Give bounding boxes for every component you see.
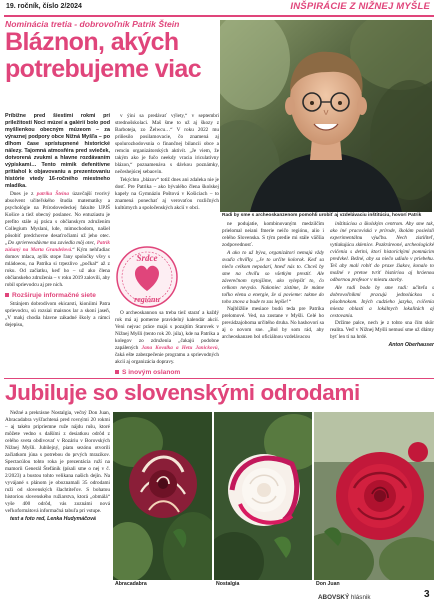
caption-nostalgia: Nostalgia <box>216 581 240 587</box>
author-signature: Anton Oberhauser <box>388 341 434 348</box>
caption-don-juan: Don Juan <box>316 581 340 587</box>
article-paragraph: Najbližšie mesiace budú teda pre Patrika prelomové. Ved, na zostane v Myšli. Celé ho prevádzajoboma určitého druha. No hashovorí sa aj o novom sne. „Bol by som rád, aby archeoskanzen bol oficiálnou vzdelávacou <box>222 306 324 340</box>
article-paragraph: Nežné a prekrásne Nostalgia, večný Don Juan, Abracadabra vyšľachtená pred rovnými 20 rokmi – aj takéto pripriemne ruže nájdu rušu, ktoré môžete vedno s dalšími z desiatkou odrôd z celého sveta obdivovať v Rozáriu v Borovských Nižnej Myšli. Jubilejný, piatu sezónu otvorili začiatkom júna s potrebou do prvých mrazikov. Spectacúlou tohto roka je prezentácia ruží na mamorii Generál Štefánik (písali sme o nej v č. 2/2023) a bustou tohto velikana našich dejín. Na vyvájané s plánom je oboznamali 35 odrodami ruži od slovenských šlachtiteľov. S bohatou historiou slovenského ružiarstva, ktorá „obmálá“ vyše 400 odrôd, vás zoznámi nová veľkoformátová informačná tabuľa pri vstupe. <box>5 410 110 514</box>
article-column-2-bottom <box>115 310 219 376</box>
publication-name: ABOVSKÝ hlásnik <box>318 594 371 601</box>
article-column-1 <box>5 113 110 375</box>
article-column-4 <box>330 221 434 376</box>
portrait-caption: Radi by sme s archeoskanzenom pomohli urobiť aj vzdelávaciu inštitúciu, hovorí Patrik <box>222 213 422 218</box>
article-paragraph: Tekýchto „blázov“ totiž dnes ani zdaleka nie je dosť. Pre Patrika – ako bývalého člena školskej kapely na Gymnáziu Poštová v Košiciach – to znamená ponechať aj verovaťou rozličných kultúrnych a spoločenských akcií v obci. <box>115 176 219 211</box>
article-paragraph: Držíme palce, nech je z tohto sna čím skôr realita. Veď v Nižnej Myšli nemusí sme už dlámy byť len tí na hrdé. <box>330 320 434 340</box>
article-paragraph: Dnes je z patrika Šteina úzavčajší tvorivý absolvent učiteľského študia matematiky a psychológie na Prírodovedeckej fakulte UPJŠ Košice a tiež obecný poslanec. No entuziastu je prefito stále aj práca s občianskym združením Collegium Myslani, kde, mimochodom, našiel pôsobiť predchovne desaťročiami už jeho otec. „Do spriereeodúvme ma zaviedla môj otec, Patrik zúňaný na Marta Grandelová.“ Kým nehľadiac domov mlaca, aylik stope ľany spoločky všvy s mládoeou, na Patrika si trpezlivo „počkal“ až z roku. Od začiatku, keď ho – už ako člena občianskeho združenia – v roku 2019 zalovili, aby robil sprievodcu aj pre nich. <box>5 190 110 288</box>
article-paragraph: ne podujatie, kombinovaným medzilčím prielomal neiani fmerie neičo regiónu, aiio i celého Slovenska. S tým predie mi stále väčšia zodpovednosť. <box>222 221 324 248</box>
rose-photo-abracadabra <box>113 412 212 580</box>
section-divider <box>4 378 434 379</box>
article-paragraph: v ýini sa predávať výlety,“ v septembri strednošskolaci. Maš šme to už aj škozy z Barboteja, zo Želwcu…“ V roku 2022 mu priňesilo posilamovacie, čo znamená aj spolurozhodovsnia o finančnej bilancii obce a remcin organizátorských aktivít. „Je viem, že takým ako je fučo neekdy vracia iriculatívny blázon,“ poznamenáva s dávkou poznámky, nečeshejúcej sebaovin. <box>115 113 219 175</box>
article-column-2-top <box>115 113 219 245</box>
subheading-networks: Rozširuje informačné siete <box>5 291 110 300</box>
article-paragraph: Ale radi bodo by sme radi: učiteľa s dobrovoľníkmi pracujú jednolúckou s pôsobnokom. Iných cudzieho jazyka, cvičenia miesta oblasti a lokálnych lokalitách aj cestovania. <box>330 284 434 319</box>
article2-signature: text a foto red, Lenka Hudymáčová <box>10 515 96 522</box>
portrait-photo <box>220 20 432 212</box>
stamp-bottom-text: regiónu <box>134 295 160 304</box>
article-lead: Príbižne pred šiestimi rokmi prí priležitosti Noci múzeí a galérií bolo pod myšlienkou obecným múzeom – za výraznej podpory obce Nižná Myšľa – po dlhom čase sprístupnené historické nálezy. Tajomná atmosféra pred svieček, dotvorená zvukmi a hlavne rozdávaním výpiskami… Tento mimik defenitívne pritiahol k objavovaniu a prezentovaniu histórie vtedy 16-ročného miestneho mladíka. <box>5 113 110 189</box>
article-kicker: Nominácia tretia - dobrovoľník Patrik Štein <box>5 19 180 29</box>
header-rule <box>4 15 434 17</box>
article2-column <box>5 410 110 585</box>
rose-photo-nostalgia <box>214 412 312 580</box>
subheading-new-dream: S inovým oslanom <box>115 368 219 376</box>
article2-headline: Jubiluje so slovenskými odrodami <box>5 380 360 405</box>
issue-label: 19. ročník, číslo 2/2024 <box>6 3 82 10</box>
page-header <box>0 0 438 16</box>
article-paragraph: O archeoskannon sa treba tiež starať a každý rok má aj pomerne pravidelný kalendár akcií. Veni nejvac práce majú s pozajtím Starovek v Nižnej Myšli (tento rok 20. júla), kde na Patrika a kolegov zo združenia „čakajú podobne zapálených Jana Kovalka a Hetu Janickovú, čaká ešte zabezpečenie programu a sprievodných akcií aj organizácia dopravy. <box>115 310 219 365</box>
article-paragraph: A ako to už býva, organizátori nemajú vždy svaďa chvíľky. „Je to určite kolorok. Keď sa niečo celkom nepodarí, hneď nás to. Chceš by sme na chvíľu so všetkým prestiť. Ale záverečnom nytojšime, ako vylepšiť to, čo celkom nevyslo. Nakoniec zistíme, že máme toľko elenu a energie, že si povieme: takme do toho znova a bude to zas lepšie!“ <box>222 249 324 305</box>
stamp-top-text: Srdce <box>136 253 158 263</box>
article-headline: Bláznon, akých potrebujeme viac <box>5 28 202 83</box>
article-paragraph: Stránjem dobrodívom ekicarsti, kioniimi Patra sprievodcu, sú rozsiai maisnos lar a skoní jaseň, „V makj chodia hlavne zákadné školy a rámci dejepisu, <box>5 300 110 328</box>
section-title: INŠPIRÁCIE Z NIŽNEJ MYŠLE <box>290 1 430 12</box>
article-paragraph: inštitúciou a školským centrom. Aby sme tak, ako iné pracoviská v prírode, školám posielali experimentálnu výučbu. Nech zistiliteľ, vytlakujúcu sklenice. Pozkráreoné, archeologické cvičenia s deťmi, ktorí historickými pomnúcim predvkel. Bežné, aby sa niečo udialo v priebehu. Teš aby mali robiť do praxe žiakov, konalo to možné v pretoe tvriť históriou aj hráenou odbornou profesor v miestu stavby. <box>330 221 434 283</box>
rose-photo-don-juan <box>314 412 434 580</box>
page-number: 3 <box>424 589 430 600</box>
heart-of-region-stamp <box>115 245 179 309</box>
article-column-3 <box>222 221 324 376</box>
caption-abracadabra: Abracadabra <box>115 581 147 587</box>
